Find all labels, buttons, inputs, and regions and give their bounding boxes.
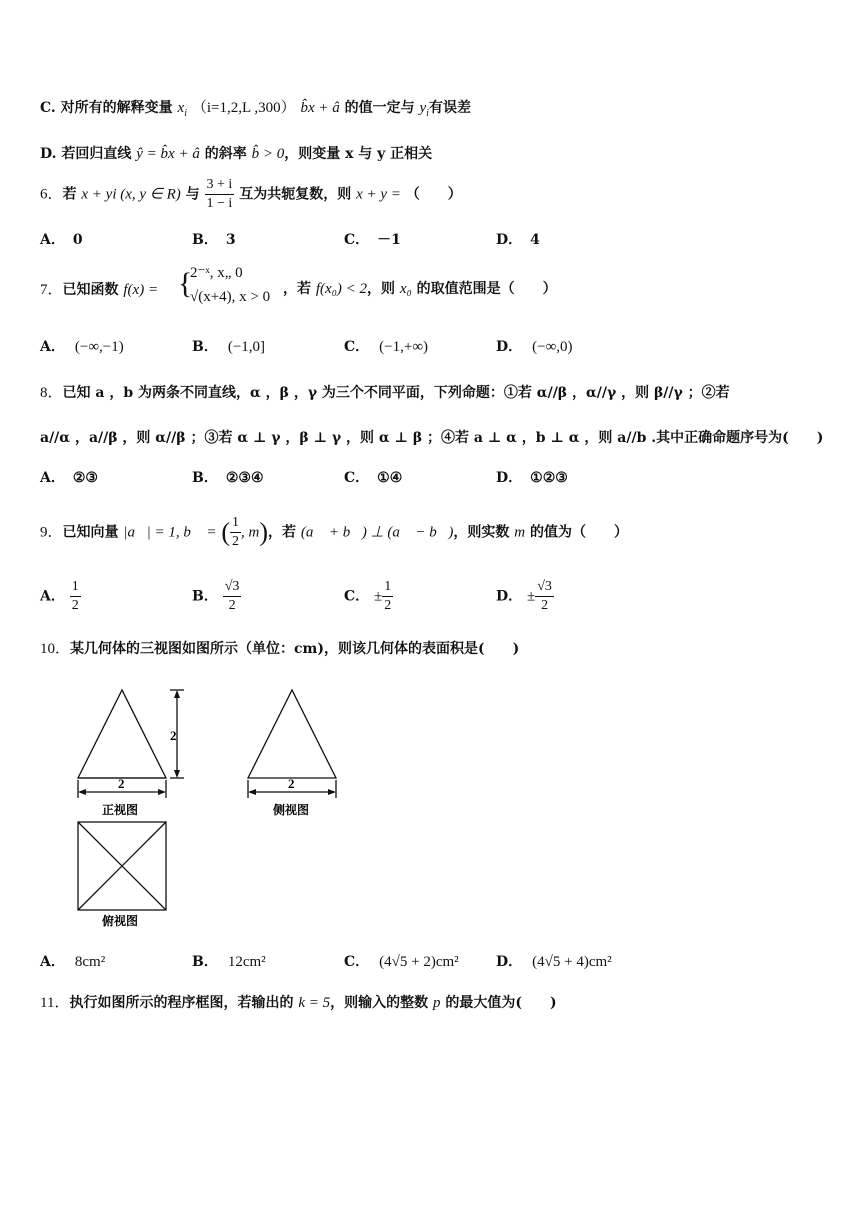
- front-view-label: 正视图: [102, 803, 139, 817]
- fraction: [205, 176, 235, 213]
- text: 的值一定与: [344, 100, 415, 116]
- fraction: [382, 578, 393, 615]
- numerator: √3: [535, 578, 554, 597]
- option-label: A．: [40, 588, 65, 605]
- text: ，则实数: [453, 524, 510, 541]
- piecewise-case-1: 2⁻ˣ, x„ 0: [190, 265, 243, 281]
- text: 已知向量: [62, 524, 119, 541]
- fraction: [70, 578, 81, 615]
- numerator: √3: [223, 578, 242, 597]
- option-label: C．: [344, 339, 370, 355]
- question-number: 8．: [40, 385, 63, 401]
- text: 的值为（ ）: [529, 524, 628, 541]
- numerator: 1: [230, 514, 241, 533]
- denominator: 2: [71, 598, 79, 613]
- option-label: D．: [496, 470, 523, 486]
- option-label: D．: [496, 588, 523, 605]
- option-label: A．: [40, 339, 65, 355]
- question-number: 10．: [40, 641, 71, 657]
- denominator: 2: [384, 598, 392, 613]
- text: 有误差: [428, 100, 471, 116]
- option-label: A．: [40, 954, 65, 970]
- math: f(x₀) < 2: [315, 281, 368, 297]
- text: 与: [185, 186, 200, 203]
- option-value: ①④: [377, 470, 403, 486]
- q7-option-c: [344, 336, 428, 356]
- option-label: C．: [344, 954, 370, 970]
- math: x + y =: [356, 186, 401, 203]
- math: f(x) =: [123, 282, 159, 298]
- option-value: (4√5 + 2)cm²: [379, 954, 459, 970]
- text: ，则输入的整数: [330, 995, 429, 1011]
- option-label: C.: [40, 100, 56, 116]
- option-label: B．: [192, 588, 218, 605]
- text: 已知 a ，b 为两条不同直线，α ，β ，γ 为三个不同平面，下列命题：①若 α//β ，α//γ ，则 β//γ ；②若: [62, 385, 730, 401]
- text: 已知函数: [62, 282, 119, 298]
- text: ，则: [367, 281, 396, 297]
- text: ，则变量 x 与 y 正相关: [284, 146, 433, 162]
- text: 对所有的解释变量: [60, 100, 173, 116]
- option-label: B．: [192, 954, 218, 970]
- q8-option-d: [496, 467, 568, 487]
- piecewise-case-2: √(x+4), x > 0: [190, 289, 271, 305]
- option-value: 4: [530, 232, 540, 248]
- q9-option-b: [192, 578, 241, 615]
- question-number: 9．: [40, 524, 63, 541]
- q7-option-b: [192, 336, 265, 356]
- option-label: B．: [192, 339, 218, 355]
- q6-option-a: [40, 229, 83, 249]
- side-view-triangle: [248, 690, 336, 778]
- option-value: (−1,+∞): [379, 339, 429, 355]
- math: x: [177, 100, 185, 116]
- text: 的取值范围是（ ）: [416, 281, 557, 297]
- q6-option-c: [344, 229, 401, 249]
- option-label: C．: [344, 470, 370, 486]
- width-label: 2: [118, 776, 125, 791]
- option-label: D．: [496, 954, 523, 970]
- q7-option-d: [496, 336, 573, 356]
- text: 若: [62, 186, 77, 203]
- numerator: 3 + i: [205, 176, 235, 195]
- text: a//α ，a//β ，则 α//β ；③若 α ⊥ γ ，β ⊥ γ ，则 α ⊥ β ；④若 a ⊥ α ，b ⊥ α ，则 a//b .其中正确命题序号为( ): [40, 430, 824, 446]
- question-number: 7．: [40, 282, 63, 298]
- option-value: 0: [72, 232, 83, 248]
- front-view-triangle: [78, 690, 166, 778]
- option-label: B．: [192, 232, 218, 248]
- sign: ±: [527, 588, 536, 605]
- text: 执行如图所示的程序框图，若输出的: [69, 995, 294, 1011]
- option-label: B．: [192, 470, 218, 486]
- text: 的最大值为( ): [445, 995, 557, 1011]
- denominator: 2: [541, 598, 549, 613]
- option-label: C．: [344, 232, 370, 248]
- math: y: [419, 100, 427, 116]
- fraction: [230, 514, 241, 551]
- fraction: [535, 578, 554, 615]
- q10-option-d: [496, 951, 612, 971]
- three-view-figure: [60, 680, 360, 930]
- option-value: －1: [377, 232, 401, 248]
- math: , m: [241, 524, 260, 541]
- math: b̂x + â: [300, 100, 340, 116]
- question-7-cont: [283, 278, 557, 298]
- numerator: 1: [70, 578, 81, 597]
- question-7: [40, 278, 158, 299]
- side-width-label: 2: [288, 776, 295, 791]
- q9-option-d: [496, 578, 554, 615]
- denominator: 2: [232, 534, 240, 549]
- math: （i=1,2,L ,300）: [191, 100, 296, 116]
- option-value: (−∞,0): [532, 339, 573, 355]
- option-value: ②③: [72, 470, 98, 486]
- option-value: 8cm²: [74, 954, 106, 970]
- question-11: [40, 991, 557, 1012]
- math: |a⃗| = 1, b⃗ =: [123, 524, 217, 541]
- math: p: [432, 995, 441, 1011]
- q8-option-c: [344, 467, 402, 487]
- math: m: [514, 524, 526, 541]
- math: x₀: [399, 281, 412, 297]
- denominator: 2: [228, 598, 236, 613]
- option-label: A．: [40, 232, 65, 248]
- option-value: ②③④: [225, 470, 264, 486]
- q10-option-a: [40, 951, 105, 971]
- top-view-label: 俯视图: [102, 914, 139, 928]
- q8-option-b: [192, 467, 264, 487]
- option-value: (−1,0]: [227, 339, 266, 355]
- option-label: D．: [496, 339, 523, 355]
- math: ŷ = b̂x + â: [136, 146, 200, 162]
- q6-option-b: [192, 229, 236, 249]
- option-label: D.: [40, 146, 57, 162]
- option-value: (−∞,−1): [74, 339, 124, 355]
- height-label: 2: [170, 728, 177, 743]
- option-value: 12cm²: [227, 954, 266, 970]
- text: ，若: [268, 524, 297, 541]
- option-label: C．: [344, 588, 370, 605]
- q6-option-d: [496, 229, 540, 249]
- option-value: ①②③: [530, 470, 568, 486]
- side-view-label: 侧视图: [273, 803, 310, 817]
- question-number: 6．: [40, 186, 63, 203]
- option-label: D．: [496, 232, 523, 248]
- math: b̂ > 0: [251, 146, 285, 162]
- question-number: 11．: [40, 995, 70, 1011]
- option-value: 3: [225, 232, 236, 248]
- math: (a⃗ + b⃗) ⊥ (a⃗ − b⃗): [300, 524, 454, 541]
- text: 某几何体的三视图如图所示（单位：cm)，则该几何体的表面积是( ): [70, 641, 520, 657]
- question-8-line-2: [40, 427, 823, 447]
- text: 的斜率: [204, 146, 247, 162]
- text: 互为共轭复数，则: [239, 186, 352, 203]
- q9-option-c: [344, 578, 393, 615]
- q7-option-a: [40, 336, 124, 356]
- numerator: 1: [382, 578, 393, 597]
- q5-option-d: [40, 143, 432, 163]
- question-8-line-1: [40, 381, 730, 402]
- q5-option-c: C. 对所有的解释变量 $x_i$ （i=1,2,L ,300） b̂x + â 的值一定与 $y_i$有误差: [40, 100, 471, 119]
- brace-icon: {: [178, 267, 193, 300]
- question-10: [40, 637, 519, 658]
- option-label: A．: [40, 470, 65, 486]
- sign: ±: [374, 588, 383, 605]
- question-9: 9．已知向量 |a⃗| = 1, b⃗ = ( $\frac{1}{2}$ , m)，若 (a⃗ + b⃗) ⊥ (a⃗ − b⃗)，则实数 m 的值为（ ）: [40, 515, 628, 549]
- q9-option-a: [40, 578, 81, 615]
- option-value: (4√5 + 4)cm²: [532, 954, 612, 970]
- text: 若回归直线: [61, 146, 132, 162]
- math: x + yi (x, y ∈ R): [81, 186, 181, 203]
- denominator: 1 − i: [206, 196, 233, 211]
- math: k = 5: [298, 995, 331, 1011]
- question-6: [40, 176, 462, 213]
- answer-blank: （ ）: [405, 186, 462, 203]
- q10-option-c: [344, 951, 459, 971]
- text: ，若: [283, 281, 311, 297]
- fraction: [223, 578, 242, 615]
- q8-option-a: [40, 467, 98, 487]
- q10-option-b: [192, 951, 266, 971]
